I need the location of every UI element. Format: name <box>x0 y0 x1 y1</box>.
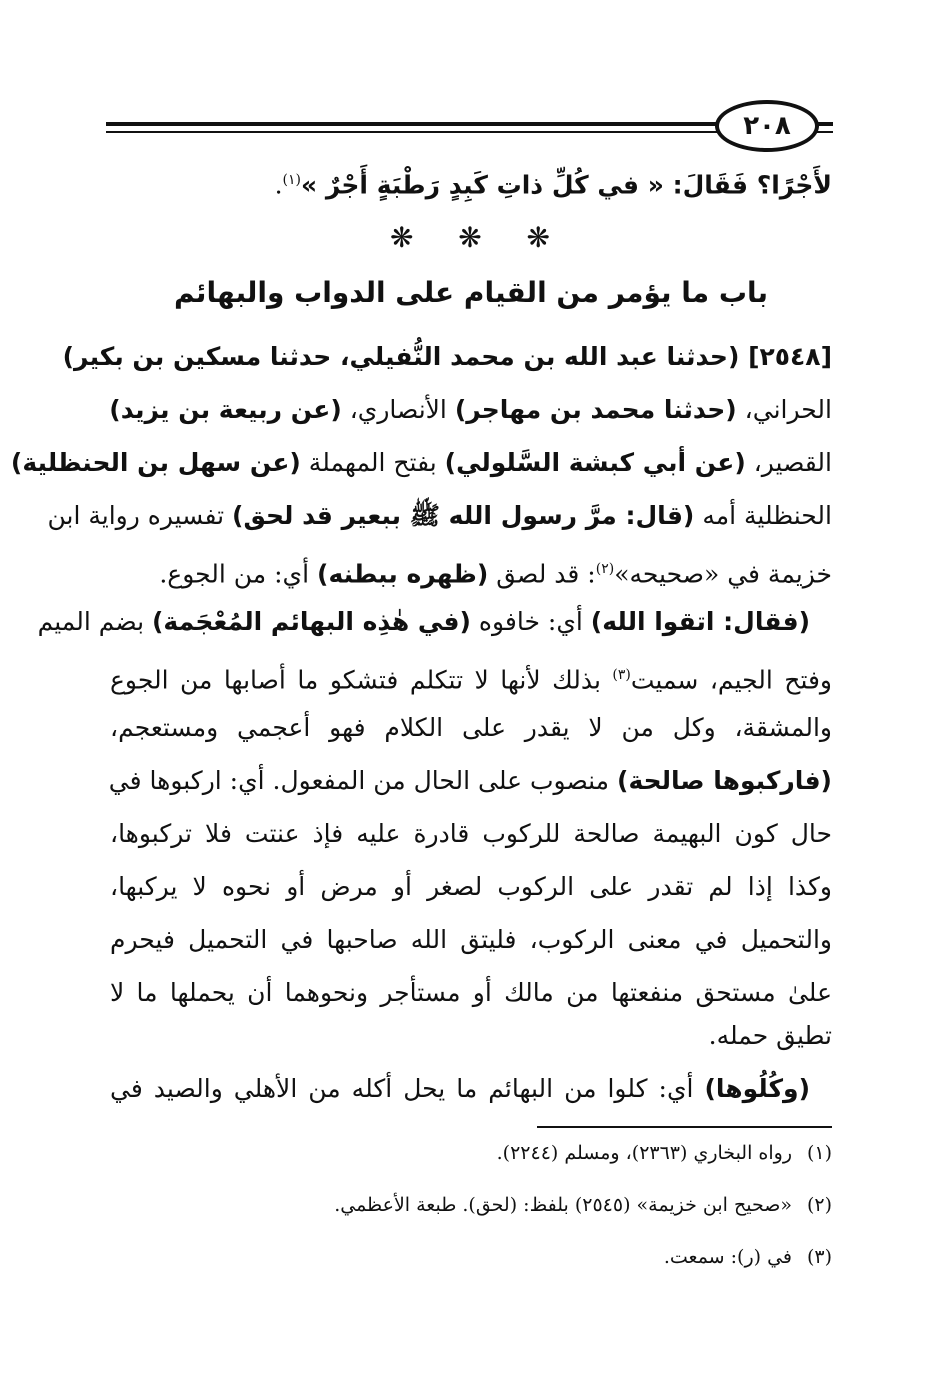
p2-line-1 <box>37 602 810 642</box>
p1-line-5 <box>110 549 832 594</box>
isnad: (عن ربيعة بن يزيد) <box>109 395 342 424</box>
text: والمشقة، وكل من لا يقدر على الكلام فهو أعجمي ومستعجم، <box>110 713 832 742</box>
text: تفسيره رواية ابن <box>47 501 233 530</box>
footnote-ref-2: (٢) <box>595 561 615 577</box>
footnote-ref-3: (٣) <box>612 667 631 683</box>
footnote-2 <box>110 1189 832 1221</box>
text-line-1 <box>110 160 832 205</box>
text: علىٰ مستحق منفعتها من مالك أو مستأجر ونحوهما أن يحملها ما لا <box>110 978 832 1007</box>
footnote-text: في (ر): سمعت. <box>663 1246 792 1268</box>
text: أي: من الجوع. <box>159 559 318 589</box>
line-end: . <box>274 170 283 200</box>
footnote-1 <box>110 1137 832 1169</box>
text: بضم الميم <box>37 607 152 636</box>
hadith-number-isnad: [٢٥٤٨] (حدثنا عبد الله بن محمد النُّفيلي، حدثنا مسكين بن بكير) <box>62 342 832 371</box>
p2-line-8 <box>110 973 832 1013</box>
p2-line-9 <box>110 1016 832 1056</box>
footnote-number: (٣) <box>806 1246 832 1268</box>
chapter-heading: باب ما يؤمر من القيام على الدواب والبهائم <box>173 276 769 309</box>
matn: (في هٰذِه البهائم المُعْجَمة) <box>151 607 471 636</box>
text: وفتح الجيم، سميت <box>630 665 833 695</box>
matn: (وكُلُوها) <box>704 1074 810 1103</box>
text: القصير، <box>745 448 832 477</box>
hadith-end: لأَجْرًا؟ فَقَالَ: « في كُلِّ ذاتِ كَبِدٍ رَطْبَةٍ أَجْرٌ » <box>301 170 832 200</box>
p2-line-2 <box>110 655 832 700</box>
footnote-number: (١) <box>806 1142 832 1164</box>
p1-line-1 <box>62 337 832 377</box>
p1-line-3 <box>10 443 832 483</box>
text: أي: خافوه <box>470 607 591 636</box>
p2-line-7 <box>110 920 832 960</box>
matn: (فاركبوها صالحة) <box>617 766 832 795</box>
text: الأنصاري، <box>341 395 455 424</box>
text: أي: كلوا من البهائم ما يحل أكله من الأهلي والصيد في <box>110 1074 705 1103</box>
p1-line-2 <box>110 390 832 430</box>
matn: (فقال: اتقوا الله) <box>590 607 810 636</box>
footnote-text: «صحيح ابن خزيمة» (٢٥٤٥) بلفظ: (لحق). طبعة الأعظمي. <box>334 1194 792 1216</box>
p2-line-3 <box>110 708 832 748</box>
text: بذلك لأنها لا تتكلم فتشكو ما أصابها من الجوع <box>110 665 613 695</box>
isnad: (حدثنا محمد بن مهاجر) <box>454 395 737 424</box>
p2-line-6 <box>110 867 832 907</box>
matn: (قال: مرَّ رسول الله ﷺ ببعير قد لحق) <box>232 501 695 530</box>
text: وكذا إذا لم تقدر على الركوب لصغر أو مرض أو نحوه لا يركبها، <box>110 872 832 901</box>
text: تطيق حمله. <box>708 1021 832 1050</box>
isnad: (عن أبي كبشة السَّلولي) <box>444 448 746 477</box>
footnote-ref-1: (١) <box>282 172 301 188</box>
section-divider-stars <box>390 222 550 254</box>
p3-line-1 <box>110 1069 810 1109</box>
page-number: ٢٠٨ <box>743 111 791 141</box>
matn: (ظهره ببطنه) <box>317 559 489 589</box>
isnad: (عن سهل بن الحنظلية) <box>10 448 301 477</box>
p2-line-4 <box>110 761 832 801</box>
star-icon: ❋ <box>390 221 414 254</box>
text: الحراني، <box>736 395 832 424</box>
page-number-badge <box>715 100 819 152</box>
footnote-separator <box>537 1126 832 1128</box>
text: خزيمة في «صحيحه» <box>614 559 832 589</box>
text: حال كون البهيمة صالحة للركوب قادرة عليه فإذ عنتت فلا تركبوها، <box>110 819 832 848</box>
text: الحنظلية أمه <box>694 501 832 530</box>
footnote-3 <box>110 1241 832 1273</box>
footnote-text: رواه البخاري (٢٣٦٣)، ومسلم (٢٢٤٤). <box>496 1142 792 1164</box>
text: منصوب على الحال من المفعول. أي: اركبوها في <box>108 766 618 795</box>
footnote-number: (٢) <box>806 1194 832 1216</box>
star-icon: ❋ <box>526 221 550 254</box>
p1-line-4 <box>47 496 832 536</box>
text: والتحميل في معنى الركوب، فليتق الله صاحبها في التحميل فيحرم <box>110 925 832 954</box>
text: بفتح المهملة <box>300 448 445 477</box>
p2-line-5 <box>110 814 832 854</box>
text: : قد لصق <box>488 559 596 589</box>
star-icon: ❋ <box>458 221 482 254</box>
